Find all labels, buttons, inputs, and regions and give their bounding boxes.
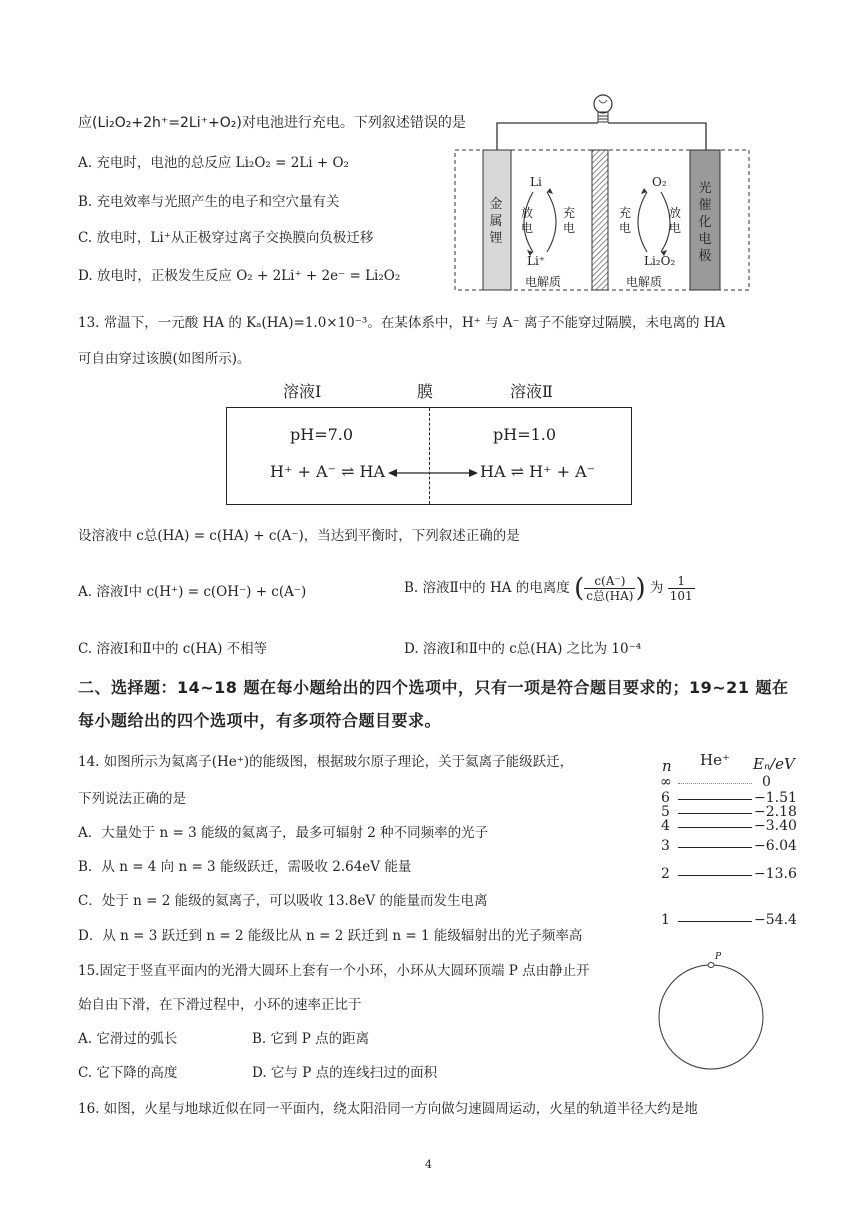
- level-e-2: −13.6: [754, 866, 797, 882]
- left-electrode-label: 金 属 锂: [489, 197, 503, 246]
- q12-stem-tail: 应(Li₂O₂+2h⁺=2Li⁺+O₂)对电池进行充电。下列叙述错误的是: [78, 115, 466, 131]
- q12-option-d: D. 放电时，正极发生反应 O₂ + 2Li⁺ + 2e⁻ = Li₂O₂: [78, 268, 401, 284]
- level-e-3: −6.04: [754, 838, 797, 854]
- level-e-inf: 0: [762, 774, 771, 790]
- q15-option-c: C. 它下降的高度: [78, 1065, 178, 1081]
- level-e-1: −54.4: [754, 912, 797, 928]
- q13-label-membrane: 膜: [417, 382, 434, 401]
- label-li: Li: [530, 175, 542, 189]
- q13-option-a: A. 溶液Ⅰ中 c(H⁺) = c(OH⁻) + c(A⁻): [78, 584, 307, 600]
- q14-option-b: B．从 n = 4 向 n = 3 能级跃迁，需吸收 2.64eV 能量: [78, 859, 412, 875]
- level-line-inf: [678, 783, 752, 784]
- battery-diagram: [450, 90, 760, 296]
- level-e-5: −2.18: [754, 804, 797, 820]
- level-n-5: 5: [661, 804, 670, 820]
- section2-heading-line2: 每小题给出的四个选项中，有多项符合题目要求。: [78, 711, 442, 730]
- q13-ph-left: pH=7.0: [290, 425, 354, 444]
- q13-stem-line2: 可自由穿过该膜(如图所示)。: [78, 351, 251, 367]
- q12-option-b: B. 充电效率与光照产生的电子和空穴量有关: [78, 194, 340, 210]
- level-n-4: 4: [661, 818, 670, 834]
- level-line-5: [678, 813, 752, 814]
- level-e-6: −1.51: [754, 790, 797, 806]
- q13-label-solution2: 溶液Ⅱ: [510, 382, 553, 401]
- level-n-3: 3: [661, 838, 670, 854]
- q13-option-c: C. 溶液Ⅰ和Ⅱ中的 c(HA) 不相等: [78, 641, 268, 657]
- level-line-4: [678, 827, 752, 828]
- double-arrow-icon: [388, 466, 478, 480]
- q12-option-a: A. 充电时，电池的总反应 Li₂O₂ = 2Li + O₂: [78, 155, 349, 171]
- level-n-6: 6: [661, 790, 670, 806]
- page-number: 4: [425, 1158, 432, 1171]
- label-li2o2: Li₂O₂: [644, 254, 676, 268]
- level-line-6: [678, 799, 752, 800]
- q14-option-d: D．从 n = 3 跃迁到 n = 2 能级比从 n = 2 跃迁到 n = 1 能级辐射出的光子频率高: [78, 928, 583, 944]
- energy-col-n: n: [662, 757, 672, 775]
- q13-option-b: B. 溶液Ⅱ中的 HA 的电离度 ( $\frac{c(A^-)}{\text{c总(HA)}}$ ) 为 $\frac{1}{101}$: [404, 573, 693, 604]
- q14-option-c: C．处于 n = 2 能级的氦离子，可以吸收 13.8eV 的能量而发生电离: [78, 893, 488, 909]
- section2-heading-line1: 二、选择题：14~18 题在每小题给出的四个选项中，只有一项是符合题目要求的；19~21 题在: [78, 678, 789, 697]
- level-n-inf: ∞: [660, 774, 672, 790]
- q14-stem-line1: 14. 如图所示为氦离子(He⁺)的能级图，根据玻尔原子理论，关于氦离子能级跃迁，: [78, 754, 574, 770]
- q16-stem-line1: 16. 如图，火星与地球近似在同一平面内，绕太阳沿同一方向做匀速圆周运动，火星的轨道半径大约是地: [78, 1101, 698, 1117]
- light-bulb-icon: [594, 95, 612, 122]
- level-e-4: −3.40: [754, 818, 797, 834]
- q15-option-d: D. 它与 P 点的连线扫过的面积: [252, 1065, 438, 1081]
- label-li-ion: Li⁺: [527, 254, 546, 268]
- label-left-discharge: 放 电: [521, 206, 534, 235]
- q15-option-b: B. 它到 P 点的距离: [252, 1031, 370, 1047]
- label-left-charge: 充 电: [563, 206, 576, 235]
- right-electrode-label: 光 催 化 电 极: [698, 181, 712, 264]
- label-o2: O₂: [652, 175, 667, 189]
- small-ring-icon: [708, 963, 714, 968]
- ring-diagram: [655, 955, 775, 1073]
- q13-eq-right: HA ⇌ H⁺ + A⁻: [480, 462, 596, 481]
- q14-option-a: A．大量处于 n = 3 能级的氦离子，最多可辐射 2 种不同频率的光子: [78, 825, 489, 841]
- level-line-1: [678, 921, 752, 922]
- level-line-2: [678, 875, 752, 876]
- q13-ph-right: pH=1.0: [493, 425, 557, 444]
- energy-col-e: Eₙ/eV: [753, 755, 795, 773]
- level-line-3: [678, 847, 752, 848]
- q13-membrane-box: [226, 407, 632, 505]
- energy-col-ion: He⁺: [700, 751, 730, 769]
- label-electrolyte-left: 电解质: [525, 275, 562, 289]
- level-n-2: 2: [661, 866, 670, 882]
- q15-option-a: A. 它滑过的弧长: [78, 1031, 178, 1047]
- label-right-charge: 充 电: [619, 206, 632, 235]
- q13-setup: 设溶液中 c总(HA) = c(HA) + c(A⁻)，当达到平衡时，下列叙述正确的是: [78, 528, 520, 544]
- label-right-discharge: 放 电: [669, 206, 682, 235]
- level-n-1: 1: [661, 912, 670, 928]
- label-electrolyte-right: 电解质: [626, 275, 663, 289]
- q13-label-solution1: 溶液Ⅰ: [283, 382, 322, 401]
- ring-point-p: P: [715, 952, 722, 962]
- q13-option-d: D. 溶液Ⅰ和Ⅱ中的 c总(HA) 之比为 10⁻⁴: [404, 641, 642, 657]
- q15-stem-line2: 始自由下滑，在下滑过程中，小环的速率正比于: [78, 997, 362, 1013]
- q12-option-c: C. 放电时，Li⁺从正极穿过离子交换膜向负极迁移: [78, 230, 374, 246]
- q14-stem-line2: 下列说法正确的是: [78, 791, 186, 807]
- q13-stem-line1: 13. 常温下，一元酸 HA 的 Kₐ(HA)=1.0×10⁻³。在某体系中，H⁺ 与 A⁻ 离子不能穿过隔膜，未电离的 HA: [78, 315, 726, 331]
- q13-eq-left: H⁺ + A⁻ ⇌ HA: [270, 462, 386, 481]
- q15-stem-line1: 15.固定于竖直平面内的光滑大圆环上套有一个小环，小环从大圆环顶端 P 点由静止开: [78, 963, 590, 979]
